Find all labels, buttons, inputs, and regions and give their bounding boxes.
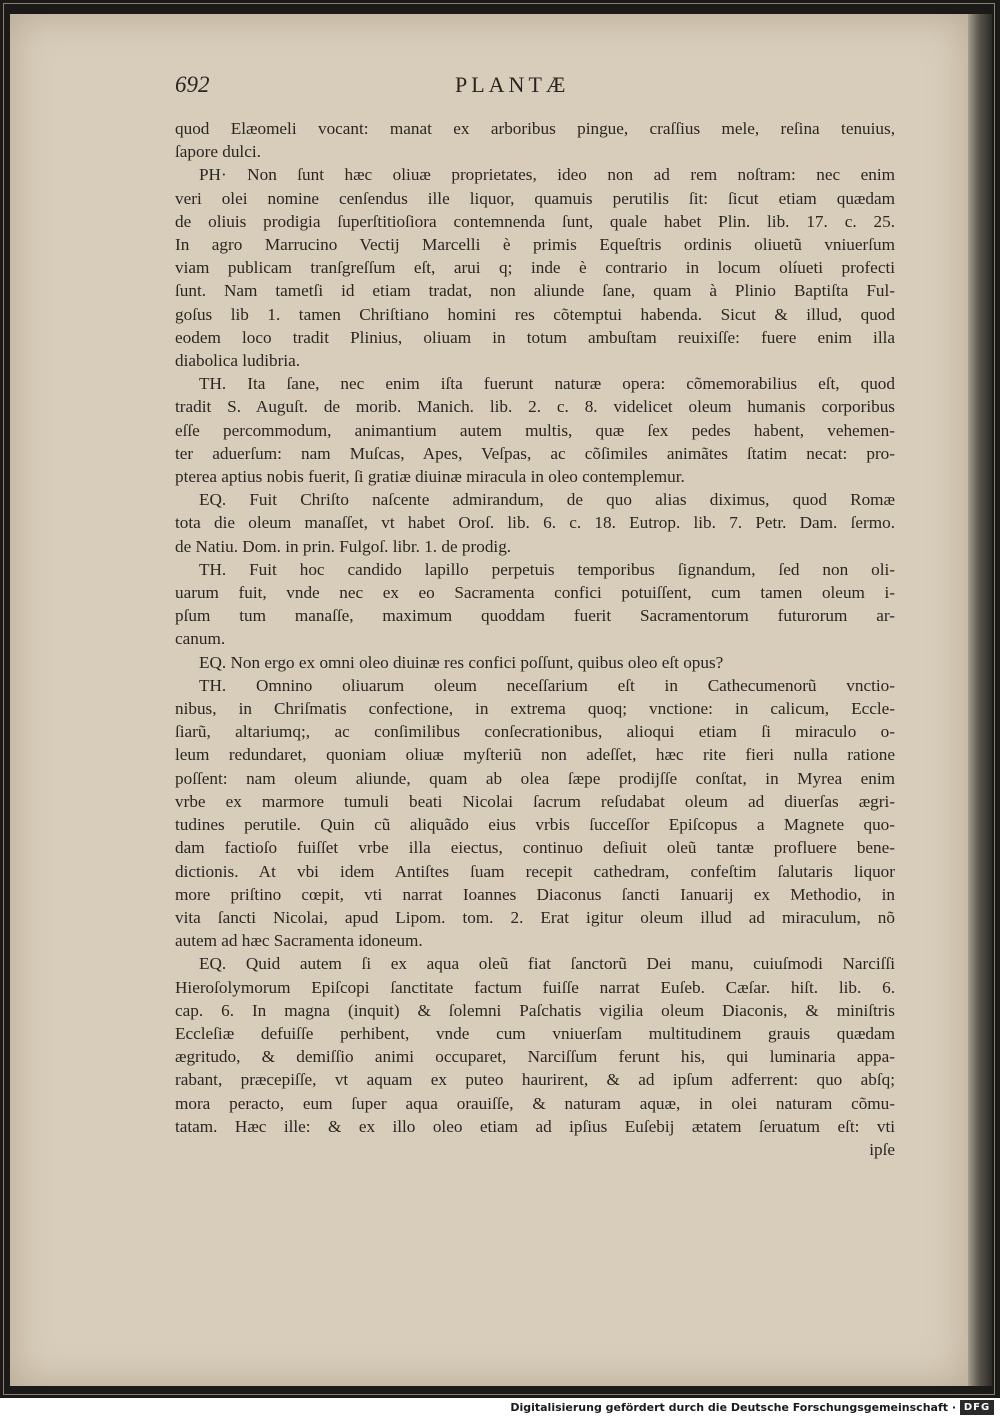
text-line: mora peracto, eum ſuper aqua orauiſſe, & naturam aquæ, in olei naturam cõmu- bbox=[175, 1093, 895, 1113]
text-line: rabant, præcepiſſe, vt aquam ex puteo haurirent, & ad ipſum adferrent: quo abſq; bbox=[175, 1070, 895, 1090]
text-line: EQ. Quid autem ſi ex aqua oleũ fiat ſanctorũ Dei manu, cuiuſmodi Narciſſi bbox=[199, 954, 895, 974]
text-line: canum. bbox=[175, 629, 226, 649]
book-page-edge bbox=[968, 14, 992, 1386]
text-line: quod Elæomeli vocant: manat ex arboribus pingue, craſſius mele, reſina tenuius, bbox=[175, 119, 895, 138]
text-line: more priſtino cœpit, vti narrat Ioannes Diaconus ſancti Ianuarij ex Methodio, in bbox=[175, 884, 895, 904]
text-line: dictionis. At vbi idem Antiſtes ſuam recepit cathedram, confeſtim ſalutaris liquor bbox=[175, 861, 895, 881]
text-line: Eccleſiæ defuiſſe perhibent, vnde cum vniuerſam multitudinem grauis quædam bbox=[175, 1023, 895, 1043]
text-line: de Natiu. Dom. in prin. Fulgoſ. libr. 1. de prodig. bbox=[175, 536, 512, 556]
text-line: eſſe percommodum, animantium autem multis, quæ ſex pedes habent, vehemen- bbox=[175, 420, 895, 440]
text-line: ægritudo, & demiſſio animi occuparet, Narciſſum ferunt his, qui luminaria appa- bbox=[175, 1047, 895, 1067]
text-line: veri olei nomine cenſendus ille liquor, quamuis perutilis ſit: ſicut etiam quædam bbox=[175, 188, 895, 208]
text-line: In agro Marrucino Vectij Marcelli è primis Equeſtris ordinis oliuetũ vniuerſum bbox=[175, 235, 895, 255]
text-line: EQ. Fuit Chriſto naſcente admirandum, de quo alias diximus, quod Romæ bbox=[199, 490, 895, 510]
page-number: 692 bbox=[175, 72, 210, 97]
text-line: TH. Omnino oliuarum oleum neceſſarium eſt in Cathecumenorũ vnctio- bbox=[199, 675, 895, 695]
text-line: uarum fuit, vnde nec ex eo Sacramenta confici potuiſſent, cum tamen oleum i- bbox=[175, 583, 895, 603]
text-line: tradit S. Auguſt. de morib. Manich. lib. 2. c. 8. videlicet oleum humanis corporibus bbox=[175, 397, 895, 417]
digitization-credit: Digitalisierung gefördert durch die Deutsche Forschungsgemeinschaft · bbox=[510, 1401, 956, 1414]
text-line: dam factioſo fuiſſet vrbe illa eiectus, continuo deſiuit oleũ tantæ profluere bene- bbox=[175, 838, 895, 858]
text-line: vrbe ex marmore tumuli beati Nicolai ſacrum reſudabat oleum ad diuerſas ægri- bbox=[175, 791, 895, 811]
text-line: Hieroſolymorum Epiſcopi ſanctitate factum fuiſſe narrat Euſeb. Cæſar. hiſt. lib. 6. bbox=[175, 977, 895, 997]
text-line: de oliuis prodigia ſuperſtitioſiora contemnenda ſunt, quale habet Plin. lib. 17. c. 25. bbox=[175, 211, 895, 231]
text-line: EQ. Non ergo ex omni oleo diuinæ res confici poſſunt, quibus oleo eſt opus? bbox=[199, 652, 724, 672]
text-line: ter aduerſum: nam Muſcas, Apes, Veſpas, ac cõſimiles animãtes ſtatim necat: pro- bbox=[175, 443, 895, 463]
text-line: nibus, in Chriſmatis confectione, in extrema quoq; vnctione: in calicum, Eccle- bbox=[175, 699, 895, 719]
text-line: TH. Ita ſane, nec enim iſta fuerunt naturæ opera: cõmemorabilius eſt, quod bbox=[199, 374, 895, 394]
text-line: ipſe bbox=[869, 1139, 895, 1159]
text-line: ſapore dulci. bbox=[175, 142, 261, 162]
footer-bar bbox=[0, 1398, 1000, 1419]
text-line: vita ſancti Nicolai, apud Lipom. tom. 2. Erat igitur oleum illud ad miraculum, nõ bbox=[175, 907, 895, 927]
text-line: viam publicam tranſgreſſum eſt, arui q; inde è contrario in locum olíueti profecti bbox=[175, 258, 895, 278]
running-head bbox=[175, 72, 935, 102]
text-line: tatam. Hæc ille: & ex illo oleo etiam ad ipſius Euſebij ætatem ſeruatum eſt: vti bbox=[175, 1116, 895, 1136]
text-line: PH· Non ſunt hæc oliuæ proprietates, ideo non ad rem noſtram: nec enim bbox=[199, 165, 895, 185]
text-line: tota die oleum manaſſet, vt habet Oroſ. lib. 6. c. 18. Eutrop. lib. 7. Petr. Dam. ſermo. bbox=[175, 513, 895, 533]
text-line: cap. 6. In magna (inquit) & ſolemni Paſchatis vigilia oleum Diaconis, & miniſtris bbox=[175, 1000, 895, 1020]
text-line: diabolica ludibria. bbox=[175, 351, 301, 371]
running-title: PLANTÆ bbox=[455, 72, 570, 97]
text-line: autem ad hæc Sacramenta idoneum. bbox=[175, 931, 423, 951]
text-line: leum redundaret, quoniam oliuæ myſteriũ non adeſſet, hæc rite fieri nulla ratione bbox=[175, 745, 895, 765]
text-line: pſum tum manaſſe, maximum quoddam fuerit Sacramentorum futurorum ar- bbox=[175, 606, 895, 626]
text-line: goſus lib 1. tamen Chriſtiano homini res cõtemptui habenda. Sicut & illud, quod bbox=[175, 304, 895, 324]
body-text bbox=[175, 117, 895, 1161]
text-line: ſiarũ, altariumq;, ac conſimilibus conſecrationibus, alioqui etiam ſi miraculo o- bbox=[175, 722, 895, 742]
text-line: pterea aptius nobis fuerit, ſi gratiæ diuinæ miracula in oleo contemplemur. bbox=[175, 467, 685, 487]
text-line: ſunt. Nam tametſi id etiam tradat, non aliunde ſane, quam à Plinio Baptiſta Ful- bbox=[175, 281, 895, 301]
text-line: poſſent: nam oleum aliunde, quam ab olea ſæpe prodijſſe conſtat, in Myrea enim bbox=[175, 768, 895, 788]
text-line: tudines perutile. Quin cũ aliquãdo eius vrbis ſucceſſor Epiſcopus a Magnete quo- bbox=[175, 815, 895, 835]
text-line: TH. Fuit hoc candido lapillo perpetuis temporibus ſignandum, ſed non oli- bbox=[199, 559, 895, 579]
text-line: eodem loco tradit Plinius, oliuam in totum ambuſtam reuixiſſe: fuere enim illa bbox=[175, 327, 895, 347]
dfg-logo: DFG bbox=[960, 1400, 994, 1415]
